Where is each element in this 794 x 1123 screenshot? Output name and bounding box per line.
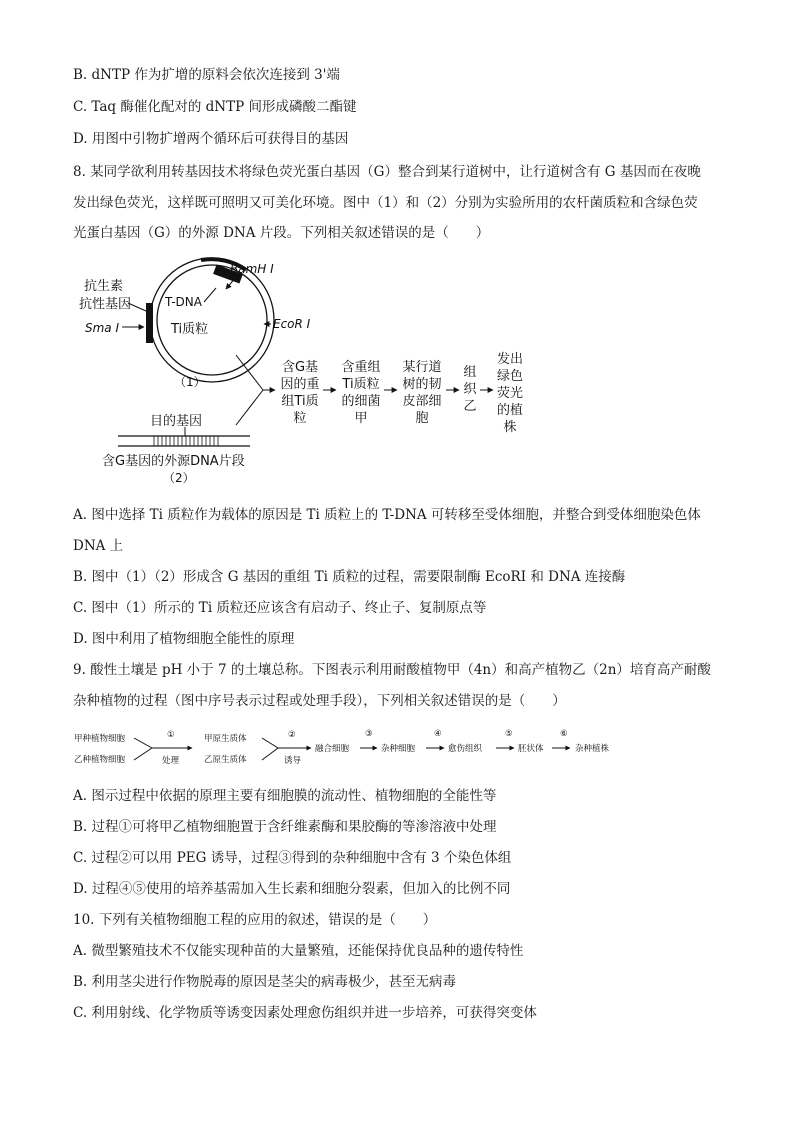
step4-label: ④ xyxy=(434,729,442,739)
flow-step-5-line-2: 绿色 xyxy=(496,369,524,384)
flow-step-3-line-3: 皮部细 xyxy=(402,394,442,409)
treat-label: 处理 xyxy=(162,756,180,766)
step5-label: ⑤ xyxy=(505,729,513,739)
fused-cell-label: 融合细胞 xyxy=(315,744,350,754)
induce-label: 诱导 xyxy=(284,756,302,766)
q7-option-c: C. Taq 酶催化配对的 dNTP 间形成磷酸二酯键 xyxy=(73,99,357,115)
flow-step-2-line-4: 甲 xyxy=(354,411,368,426)
q8-option-c: C. 图中（1）所示的 Ti 质粒还应该含有启动子、终止子、复制原点等 xyxy=(73,600,487,616)
q9-stem-line-2: 杂种植物的过程（图中序号表示过程或处理手段），下列相关叙述错误的是（ ） xyxy=(73,693,566,709)
flow-step-3-line-2: 树的韧 xyxy=(402,377,442,392)
step2-label: ② xyxy=(288,730,296,740)
q9-figure xyxy=(70,722,670,772)
hybrid-cell-label: 杂种细胞 xyxy=(381,744,416,754)
q8-option-d: D. 图中利用了植物细胞全能性的原理 xyxy=(73,631,295,647)
figure-label-1: （1） xyxy=(174,375,206,389)
q8-stem-line-1: 8. 某同学欲利用转基因技术将绿色荧光蛋白基因（G）整合到某行道树中，让行道树含有 G 基因而在夜晚 xyxy=(73,164,701,180)
resistance-gene-label-2: 抗性基因 xyxy=(79,297,132,312)
q8-option-a-line-1: A. 图中选择 Ti 质粒作为载体的原因是 Ti 质粒上的 T-DNA 可转移至受体细胞，并整合到受体细胞染色体 xyxy=(73,507,701,523)
q9-option-d: D. 过程④⑤使用的培养基需加入生长素和细胞分裂素，但加入的比例不同 xyxy=(73,881,511,897)
flow-step-4-line-2: 织 xyxy=(463,382,477,397)
yi-protoplast-label: 乙原生质体 xyxy=(204,755,247,765)
ecori-label: EcoR I xyxy=(273,317,311,331)
flow-step-1-line-4: 粒 xyxy=(293,411,307,426)
q10-option-b: B. 利用茎尖进行作物脱毒的原因是茎尖的病毒极少，甚至无病毒 xyxy=(73,974,457,990)
q7-option-d: D. 用图中引物扩增两个循环后可获得目的基因 xyxy=(73,131,349,147)
flow-step-3-line-4: 胞 xyxy=(415,411,429,426)
resistance-gene-label-1: 抗生素 xyxy=(84,279,124,294)
flow-step-2-line-1: 含重组 xyxy=(341,360,381,375)
figure-label-2: （2） xyxy=(163,471,195,485)
embryoid-label: 胚状体 xyxy=(518,744,544,754)
smai-label: Sma I xyxy=(85,321,120,335)
jia-cell-label: 甲种植物细胞 xyxy=(74,734,126,744)
q8-stem-line-2: 发出绿色荧光，这样既可照明又可美化环境。图中（1）和（2）分别为实验所用的农杆菌质粒和含绿色荧 xyxy=(73,195,698,211)
q9-option-a: A. 图示过程中依据的原理主要有细胞膜的流动性、植物细胞的全能性等 xyxy=(73,788,497,804)
q7-option-b: B. dNTP 作为扩增的原料会依次连接到 3'端 xyxy=(73,67,340,83)
jia-protoplast-label: 甲原生质体 xyxy=(204,734,247,744)
flow-step-5-line-1: 发出 xyxy=(496,352,524,367)
q9-stem-line-1: 9. 酸性土壤是 pH 小于 7 的土壤总称。下图表示利用耐酸植物甲（4n）和高产植物乙（2n）培育高产耐酸 xyxy=(73,662,711,678)
yi-cell-label: 乙种植物细胞 xyxy=(74,755,126,765)
q9-option-b: B. 过程①可将甲乙植物细胞置于含纤维素酶和果胶酶的等渗溶液中处理 xyxy=(73,819,497,835)
q9-option-c: C. 过程②可以用 PEG 诱导，过程③得到的杂种细胞中含有 3 个染色体组 xyxy=(73,850,512,866)
hybrid-plant-label: 杂种植株 xyxy=(575,744,610,754)
q10-option-a: A. 微型繁殖技术不仅能实现种苗的大量繁殖，还能保持优良品种的遗传特性 xyxy=(73,943,524,959)
flow-step-2-line-2: Ti质粒 xyxy=(342,377,380,392)
target-gene-label: 目的基因 xyxy=(150,414,203,429)
bamhi-label: BamH I xyxy=(230,262,274,276)
tdna-label: T-DNA xyxy=(165,295,202,309)
flow-step-1-line-2: 因的重 xyxy=(280,377,320,392)
flow-step-1-line-3: 组Ti质 xyxy=(281,394,319,409)
q8-stem-line-3: 光蛋白基因（G）的外源 DNA 片段。下列相关叙述错误的是（ ） xyxy=(73,225,490,241)
q8-option-b: B. 图中（1）（2）形成含 G 基因的重组 Ti 质粒的过程，需要限制酶 EcoRI 和 DNA 连接酶 xyxy=(73,569,626,585)
ti-plasmid-label: Ti质粒 xyxy=(171,322,209,337)
flow-step-5-line-4: 的植 xyxy=(496,403,524,418)
q10-stem: 10. 下列有关植物细胞工程的应用的叙述，错误的是（ ） xyxy=(73,912,437,928)
dna-fragment-label: 含G基因的外源DNA片段 xyxy=(102,454,245,469)
callus-label: 愈伤组织 xyxy=(448,744,483,754)
q8-option-a-line-2: DNA 上 xyxy=(73,538,124,554)
q8-figure xyxy=(70,255,550,490)
q10-option-c: C. 利用射线、化学物质等诱变因素处理愈伤组织并进一步培养，可获得突变体 xyxy=(73,1005,537,1021)
flow-step-3-line-1: 某行道 xyxy=(402,360,442,375)
ti-plasmid-diagram xyxy=(146,258,274,382)
dna-fragment-diagram xyxy=(118,427,250,446)
flow-step-5-line-5: 株 xyxy=(503,420,517,435)
step3-label: ③ xyxy=(365,729,373,739)
step1-label: ① xyxy=(167,730,175,740)
flow-step-4-line-3: 乙 xyxy=(463,399,477,414)
flow-step-4-line-1: 组 xyxy=(463,365,477,380)
step6-label: ⑥ xyxy=(560,729,568,739)
flow-step-2-line-3: 的细菌 xyxy=(341,394,381,409)
flow-step-1-line-1: 含G基 xyxy=(281,360,319,375)
flow-step-5-line-3: 荧光 xyxy=(496,386,524,401)
